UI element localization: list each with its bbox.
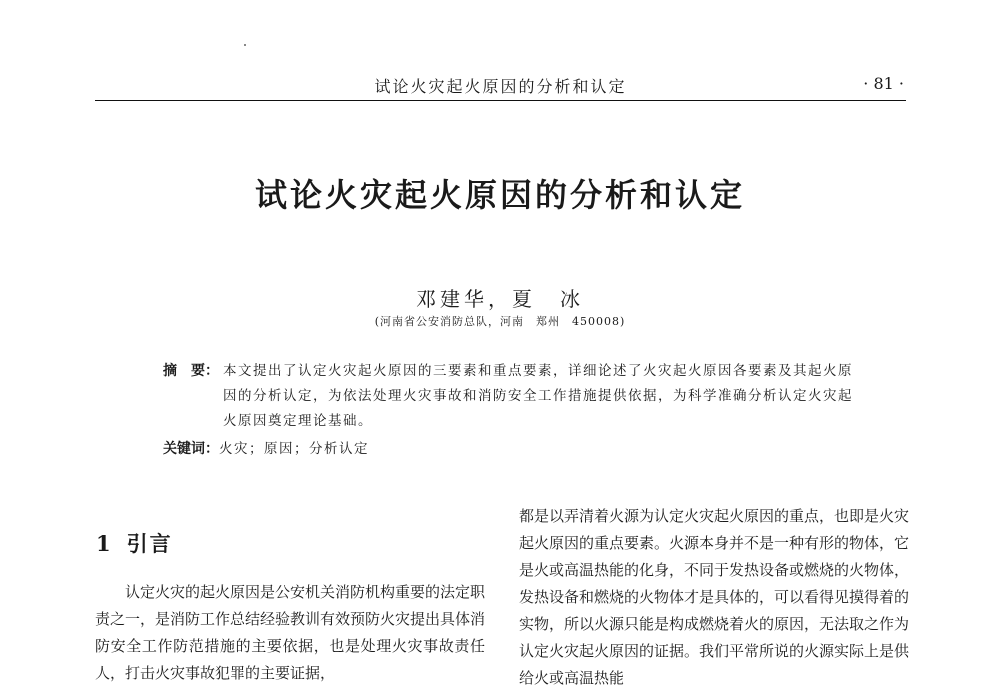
abstract-block [163,359,853,462]
header-rule [95,100,906,101]
abstract-text: 本文提出了认定火灾起火原因的三要素和重点要素，详细论述了火灾起火原因各要素及其起火原因的分析认定，为依法处理火灾事故和消防安全工作措施提供依据，为科学准确分析认定火灾起火原因奠定理论基础。 [223,363,853,429]
keywords-label: 关键词： [163,441,219,457]
page-number: · 81 · [863,74,904,93]
keywords-row [163,437,853,462]
authors: 邓建华，夏 冰 [416,287,584,311]
right-column [519,503,909,692]
running-head-title: 试论火灾起火原因的分析和认定 [374,77,627,96]
keywords-text: 火灾；原因；分析认定 [219,441,369,457]
section-title: 引言 [126,531,173,556]
running-head [95,72,906,100]
section-heading [96,528,173,558]
section-number: 1 [96,531,113,556]
left-column [95,579,485,687]
paper-title: 试论火灾起火原因的分析和认定 [254,176,745,214]
right-column-paragraph: 都是以弄清着火源为认定火灾起火原因的重点，也即是火灾起火原因的重点要素。火源本身并不是一种有形的物体，它是火或高温热能的化身，不同于发热设备或燃烧的火物体，发热设备和燃烧的火物体才是具体的，可以看得见摸得着的实物，所以火源只能是构成燃烧着火的原因，无法取之作为认定火灾起火原因的证据。我们平常所说的火源实际上是供给火或高温热能 [519,507,910,687]
abstract-label: 摘 要： [163,363,219,379]
affiliation: (河南省公安消防总队，河南 郑州 450008) [374,315,626,328]
abstract-row [163,359,853,434]
scan-speck [244,44,246,46]
left-column-paragraph: 认定火灾的起火原因是公安机关消防机构重要的法定职责之一，是消防工作总结经验教训有效预防火灾提出具体消防安全工作防范措施的主要依据，也是处理火灾事故责任人，打击火灾事故犯罪的主要证据， [95,583,486,682]
